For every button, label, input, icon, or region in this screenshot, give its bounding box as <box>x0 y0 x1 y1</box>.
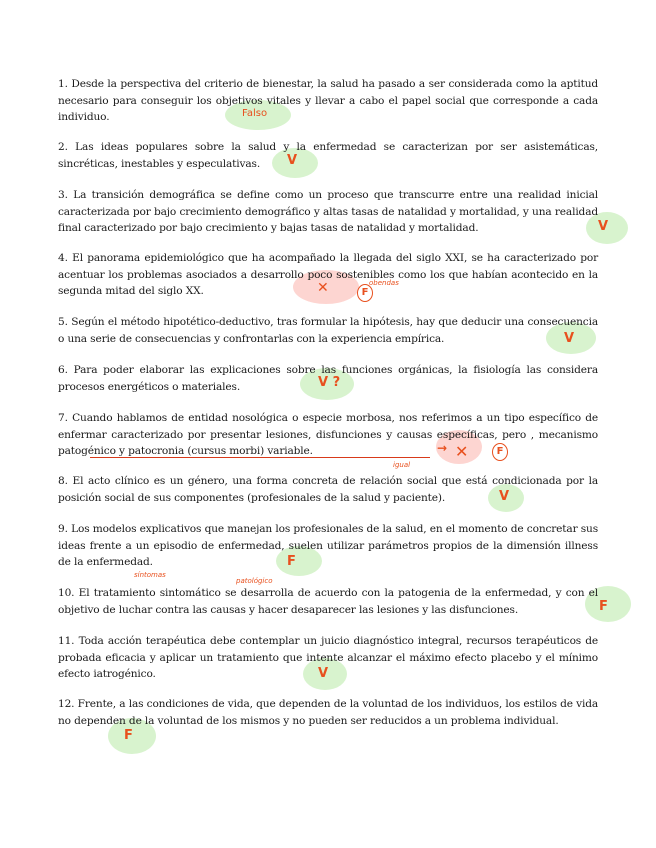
question-number: 12. <box>58 698 75 710</box>
question-text: Según el método hipotético-deductivo, tras formular la hipótesis, hay que deducir una consecuencia o una serie de consecuencias y confrontarlas con la experiencia empírica. <box>58 316 598 345</box>
q7-underline <box>90 457 430 458</box>
question-8 <box>58 473 598 506</box>
question-number: 10. <box>58 587 75 599</box>
annotation-q4-x: ✕ <box>317 280 329 296</box>
question-number: 9. <box>58 523 68 535</box>
question-5 <box>58 314 598 347</box>
question-text: Las ideas populares sobre la salud y la enfermedad se caracterizan por ser asistemáticas, sincréticas, inestables y especulativas. <box>58 141 599 170</box>
annotation-q7-circle: F <box>492 443 508 461</box>
question-number: 7. <box>58 412 68 424</box>
question-number: 2. <box>58 141 68 153</box>
question-text: El tratamiento sintomático se desarrolla de acuerdo con la patogenia de la enfermedad, y con el objetivo de luchar contra las causas y hacer desaparecer las lesiones y las disfunciones. <box>58 587 598 616</box>
underlined-text: mecanismo patogénico y patocronia (cursus morbi) variable <box>58 428 598 457</box>
question-number: 3. <box>58 189 68 201</box>
annotation-q7-arrow: → <box>437 441 448 455</box>
annotation-q1: Falso <box>242 108 268 119</box>
question-text: Los modelos explicativos que manejan los profesionales de la salud, en el momento de concretar sus ideas frente a un episodio de enfermedad, suelen utilizar parámetros propios de la dimensión illness de la enfermedad. <box>58 523 599 568</box>
question-number: 5. <box>58 316 68 328</box>
question-text: Para poder elaborar las explicaciones sobre las funciones orgánicas, la fisiología las considera procesos energéticos o materiales. <box>58 364 599 393</box>
question-number: 8. <box>58 475 68 487</box>
annotation-q8: V <box>499 489 510 504</box>
annotation-q11: V <box>318 666 329 681</box>
question-text: El panorama epidemiológico que ha acompañado la llegada del siglo XXI, se ha caracterizado por acentuar los problemas asociados a desarrollo poco sostenibles como los que habían acontecido en la segunda mitad del siglo XX. <box>58 252 598 297</box>
annotation-q10-note-a: síntomas <box>134 571 166 579</box>
question-text: Desde la perspectiva del criterio de bienestar, la salud ha pasado a ser considerada como la aptitud necesario para conseguir los objetivos vitales y llevar a cabo el papel social que corresponde a cada individuo. <box>58 78 599 123</box>
annotation-q6: V ? <box>318 375 341 390</box>
question-3 <box>58 187 598 237</box>
question-12 <box>58 696 598 729</box>
annotation-q2: V <box>287 153 298 168</box>
question-7 <box>58 410 598 460</box>
question-number: 4. <box>58 252 68 264</box>
annotation-q10-note-b: patológico <box>236 577 273 585</box>
annotation-q4-note: obendas <box>369 279 399 287</box>
question-text: Toda acción terapéutica debe contemplar un juicio diagnóstico integral, recursos terapéuticos de probada eficacia y aplicar un tratamiento que intente alcanzar el máximo efecto placebo y el mínimo efecto iatrogénico. <box>58 635 598 680</box>
question-text: Cuando hablamos de entidad nosológica o especie morbosa, nos referimos a un tipo específico de enfermar caracterizado por presentar lesiones, disfunciones y causas específicas, pero , <box>58 412 598 441</box>
annotation-q12: F <box>124 728 133 743</box>
question-text: Frente, a las condiciones de vida, que dependen de la voluntad de los individuos, los estilos de vida no dependen de la voluntad de los mismos y no pueden ser reducidos a un problema individual. <box>58 698 599 727</box>
question-2 <box>58 139 598 172</box>
question-9 <box>58 521 598 571</box>
annotation-q5: V <box>564 331 575 346</box>
question-1 <box>58 76 598 126</box>
question-number: 11. <box>58 635 75 647</box>
annotation-q3: V <box>598 219 609 234</box>
annotation-q10: F <box>599 599 608 614</box>
annotation-q9: F <box>287 554 296 569</box>
question-text: La transición demográfica se define como un proceso que transcurre entre una realidad inicial caracterizada por bajo crecimiento demográfico y altas tasas de natalidad y mortalidad, y una realidad final caracterizado por bajo crecimiento y bajas tasas de natalidad y mortalidad. <box>58 189 598 234</box>
annotation-q7-note: igual <box>393 461 411 469</box>
question-number: 6. <box>58 364 68 376</box>
question-10 <box>58 585 598 618</box>
question-text: El acto clínico es un género, una forma concreta de relación social que está condicionada por la posición social de sus componentes (profesionales de la salud y paciente). <box>58 475 599 504</box>
question-number: 1. <box>58 78 68 90</box>
annotation-q7-x: ✕ <box>455 442 469 461</box>
annotation-q4-circle: F <box>357 284 373 302</box>
question-text-end: . <box>309 445 313 457</box>
